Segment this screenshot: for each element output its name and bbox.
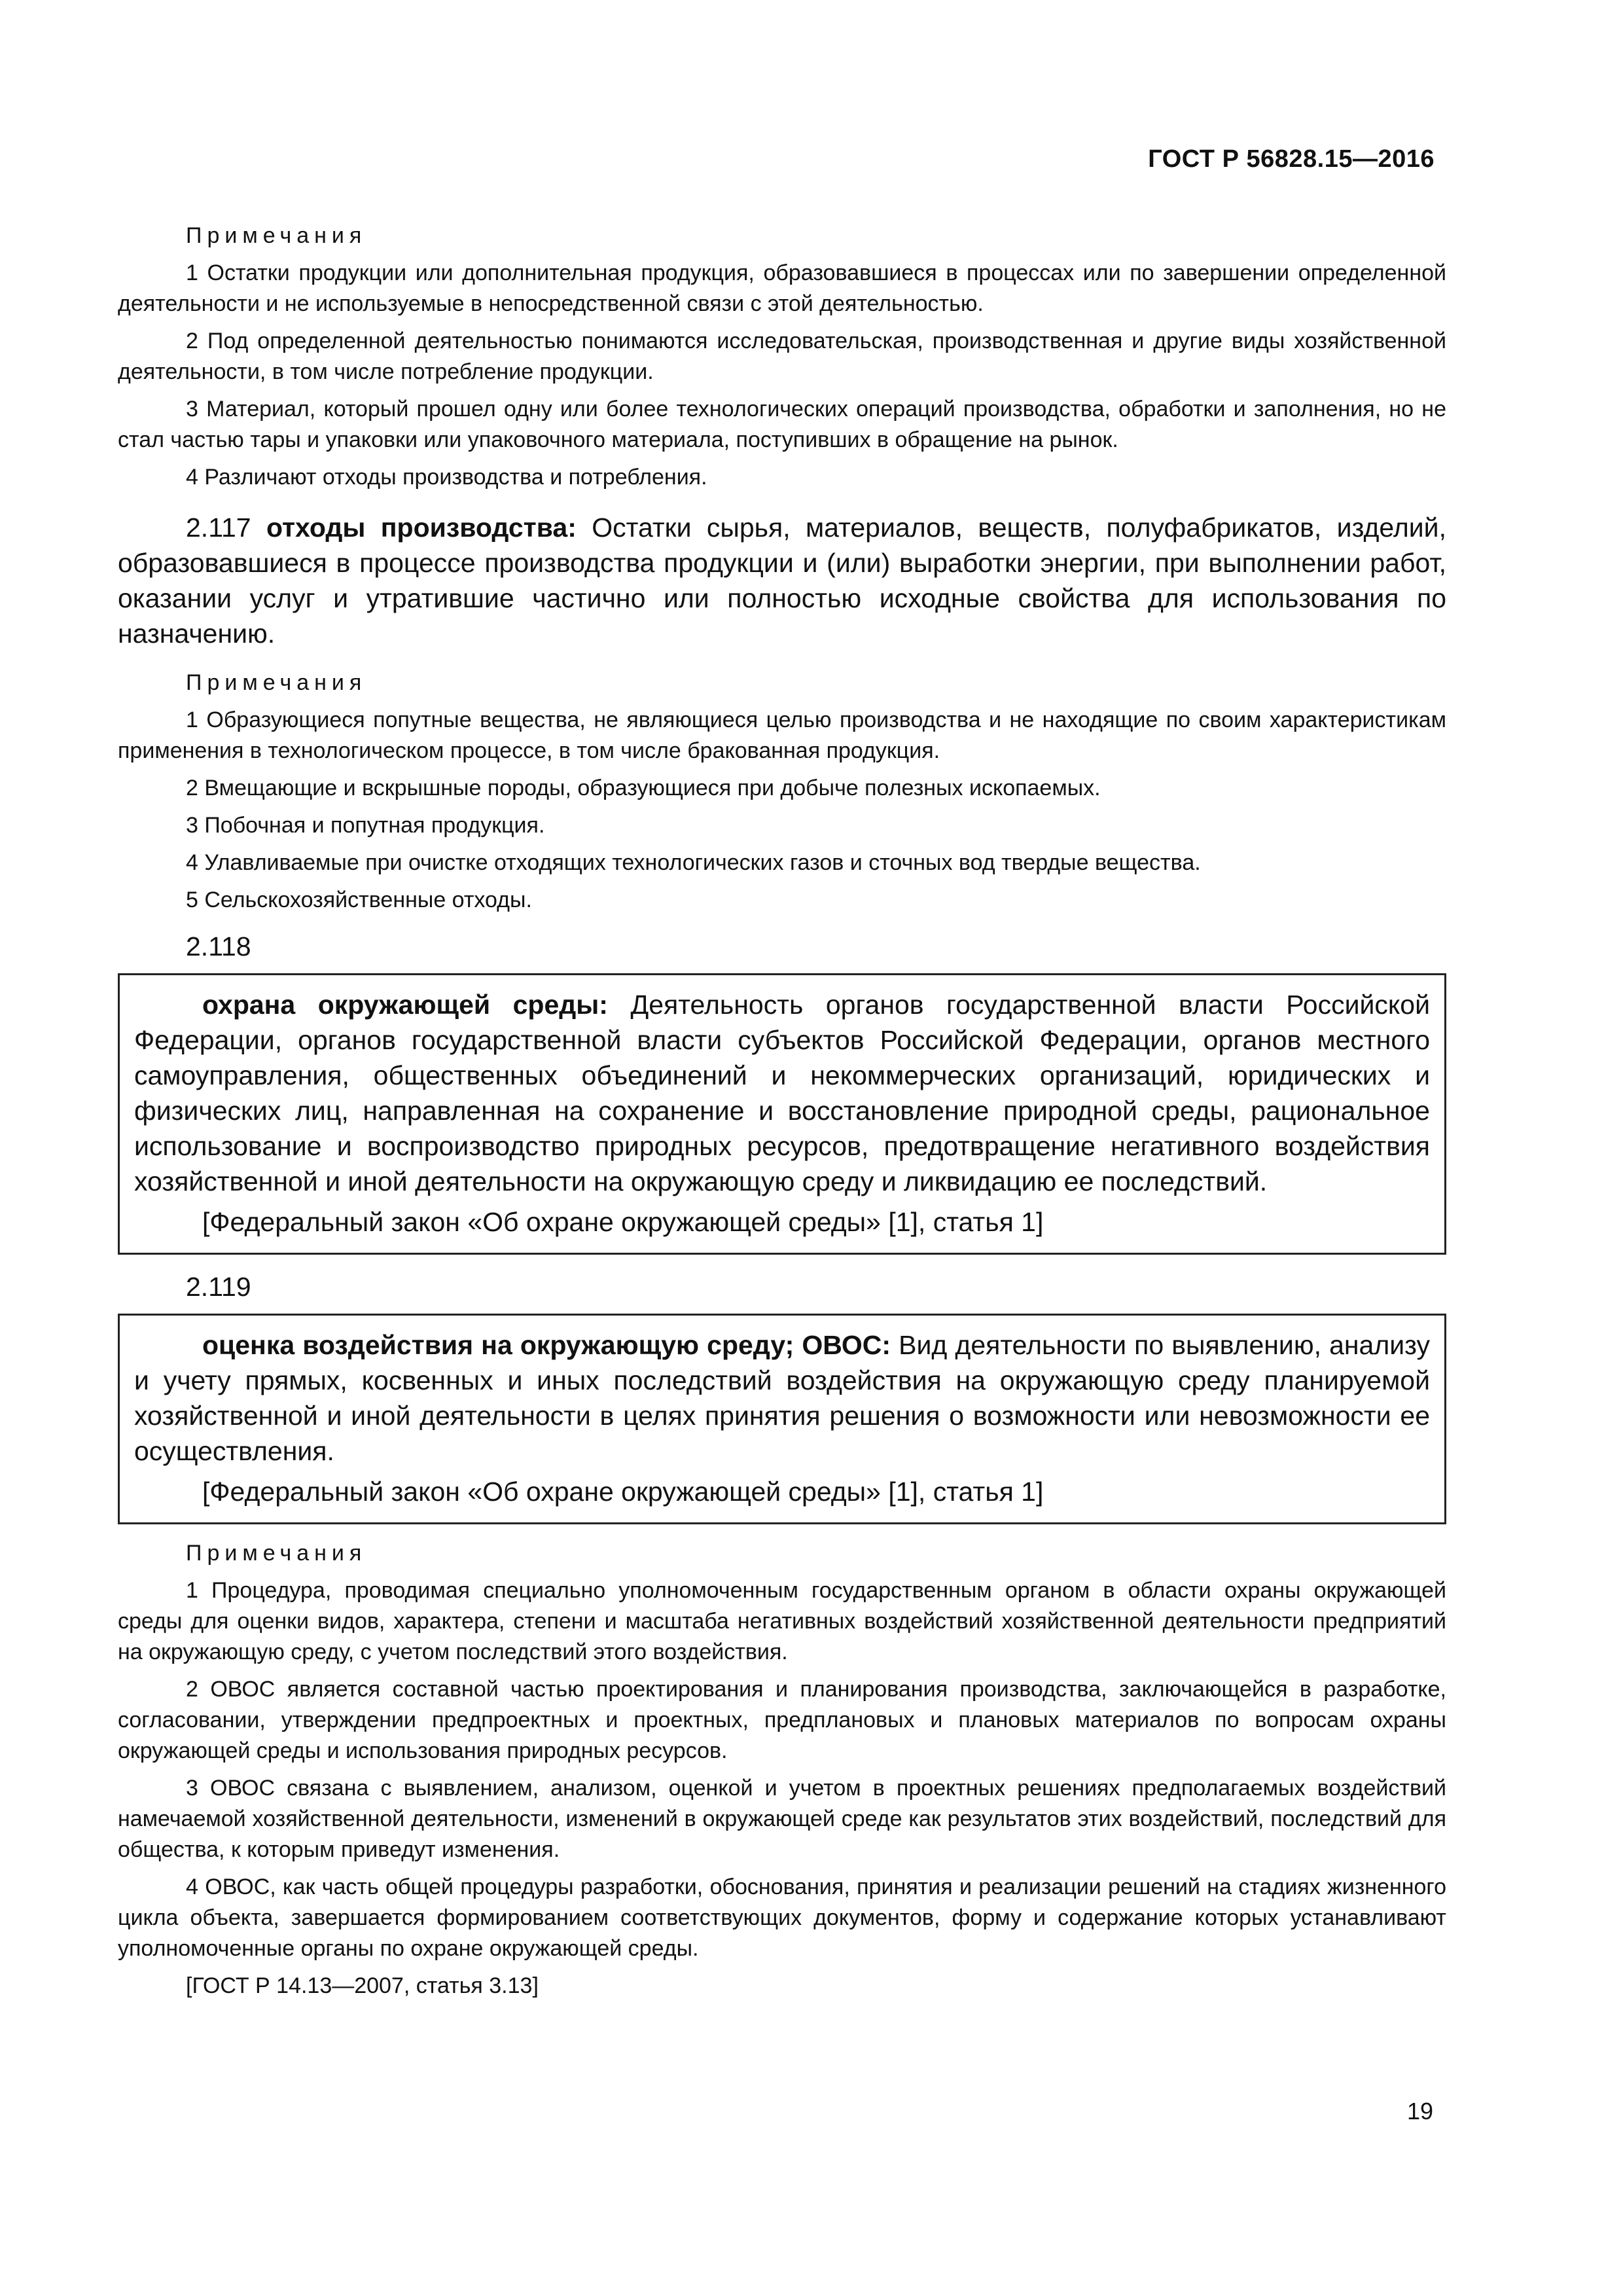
notes-source: [ГОСТ Р 14.13—2007, статья 3.13] xyxy=(186,1973,539,1998)
term-definition: Деятельность органов государственной власти Российской Федерации, органов государственной власти субъектов Российской Федерации, органов местного самоуправления, общественных объединений и некоммерческих организаций, юридических и физических лиц, направленная на сохранение и восстановление природной среды, рациональное использование и воспроизводство природных ресурсов, предотвращение негативного воздействия хозяйственной и иной деятельности на окружающую среду и ликвидацию ее последствий. xyxy=(134,990,1430,1196)
term-box-text xyxy=(134,987,1430,1199)
term-source: [Федеральный закон «Об охране окружающей среды» [1], статья 1] xyxy=(202,1207,1044,1237)
note-item: 1 Процедура, проводимая специально уполномоченным государственным органом в области охраны окружающей среды для оценки видов, характера, степени и масштаба негативных воздействий хозяйственной деятельности предприятий на окружающую среду, с учетом последствий этого воздействия. xyxy=(118,1578,1446,1664)
term-number-2-119: 2.119 xyxy=(186,1272,251,1302)
term-number-2-118: 2.118 xyxy=(186,931,251,961)
note-item: 3 Материал, который прошел одну или более технологических операций производства, обработки и заполнения, но не стал частью тары и упаковки или упаковочного материала, поступивших в обращение на рынок. xyxy=(118,397,1446,452)
note-item: 2 Под определенной деятельностью понимаются исследовательская, производственная и другие виды хозяйственной деятельности, в том числе потребление продукции. xyxy=(118,329,1446,384)
term-box-2-118 xyxy=(118,973,1446,1255)
note-item: 4 Различают отходы производства и потребления. xyxy=(186,465,707,490)
notes-block xyxy=(118,1539,1446,2001)
note-item: 2 ОВОС является составной частью проектирования и планирования производства, заключающейся в разработке, согласовании, утверждении предпроектных и проектных, предплановых и плановых материалов по вопросам охраны окружающей среды и использования природных ресурсов. xyxy=(118,1677,1446,1763)
term-definition: Остатки сырья, материалов, веществ, полуфабрикатов, изделий, образовавшиеся в процессе производства продукции и (или) выработки энергии, при выполнении работ, оказании услуг и утратившие частично или полностью исходные свойства для использования по назначению. xyxy=(118,512,1446,649)
notes-label: Примечания xyxy=(186,670,367,695)
term-name: оценка воздействия на окружающую среду; ОВОС: xyxy=(202,1330,891,1360)
notes-label: Примечания xyxy=(186,223,367,248)
note-item: 1 Образующиеся попутные вещества, не являющиеся целью производства и не находящие по своим характеристикам применения в технологическом процессе, в том числе бракованная продукция. xyxy=(118,708,1446,763)
term-2-117 xyxy=(118,510,1446,651)
page-content xyxy=(118,221,1446,2001)
term-definition: Вид деятельности по выявлению, анализу и учету прямых, косвенных и иных последствий воздействия на окружающую среду планируемой хозяйственной и иной деятельности в целях принятия решения о возможности или невозможности ее осуществления. xyxy=(134,1330,1430,1466)
term-name: отходы производства: xyxy=(266,512,577,543)
notes-label: Примечания xyxy=(186,1541,367,1566)
notes-block xyxy=(118,668,1446,916)
note-item: 2 Вмещающие и вскрышные породы, образующиеся при добыче полезных ископаемых. xyxy=(186,776,1101,800)
standard-header: ГОСТ Р 56828.15—2016 xyxy=(1148,145,1435,173)
term-name: охрана окружающей среды: xyxy=(202,990,608,1020)
term-box-2-119 xyxy=(118,1314,1446,1524)
notes-block xyxy=(118,221,1446,493)
note-item: 4 Улавливаемые при очистке отходящих технологических газов и сточных вод твердые вещества. xyxy=(186,850,1201,875)
term-box-text xyxy=(134,1327,1430,1469)
note-item: 5 Сельскохозяйственные отходы. xyxy=(186,888,532,912)
page-number: 19 xyxy=(1406,2098,1433,2125)
term-number: 2.117 xyxy=(186,512,251,543)
note-item: 1 Остатки продукции или дополнительная продукция, образовавшиеся в процессах или по завершении определенной деятельности и не используемые в непосредственной связи с этой деятельностью. xyxy=(118,260,1446,316)
note-item: 4 ОВОС, как часть общей процедуры разработки, обоснования, принятия и реализации решений на стадиях жизненного цикла объекта, завершается формированием соответствующих документов, форму и содержание которых устанавливают уполномоченные органы по охране окружающей среды. xyxy=(118,1874,1446,1961)
note-item: 3 ОВОС связана с выявлением, анализом, оценкой и учетом в проектных решениях предполагаемых воздействий намечаемой хозяйственной деятельности, изменений в окружающей среде как результатов этих воздействий, последствий для общества, к которым приведут изменения. xyxy=(118,1776,1446,1862)
term-source: [Федеральный закон «Об охране окружающей среды» [1], статья 1] xyxy=(202,1477,1044,1507)
note-item: 3 Побочная и попутная продукция. xyxy=(186,813,545,838)
